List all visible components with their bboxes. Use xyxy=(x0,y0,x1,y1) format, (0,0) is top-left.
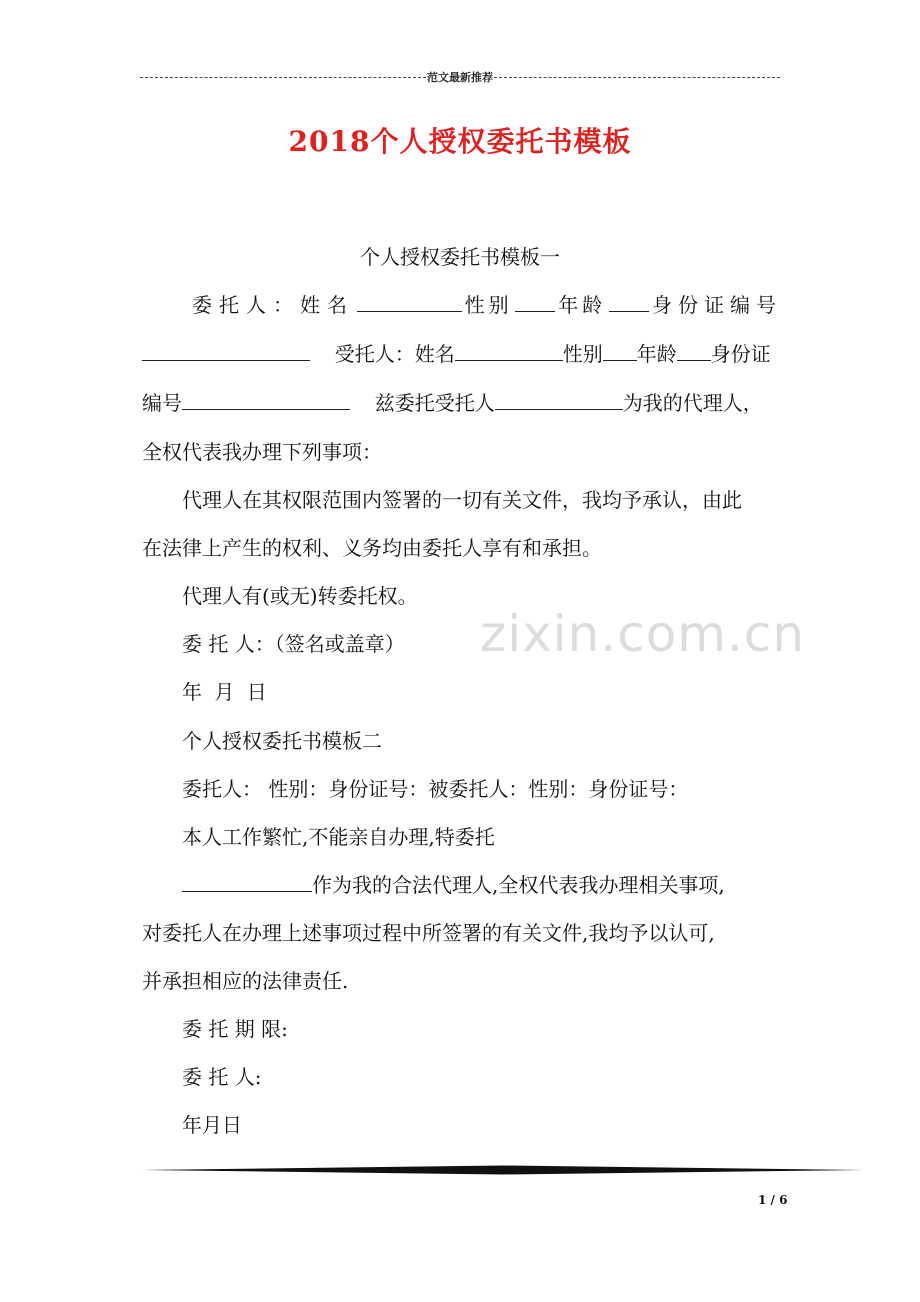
principal-age-blank xyxy=(609,293,649,312)
agent-age-blank xyxy=(677,342,711,361)
template1-heading: 个人授权委托书模板一 xyxy=(360,245,560,269)
template2-heading: 个人授权委托书模板二 xyxy=(182,729,382,753)
principal-age-label: 年龄 xyxy=(558,293,607,317)
header-label: 范文最新推荐 xyxy=(427,71,493,84)
entrusted-agent-blank xyxy=(495,391,623,410)
template1-line4: 全权代表我办理下列事项： xyxy=(142,440,382,464)
principal-id-label: 身份证编号 xyxy=(651,293,782,317)
principal-gender-label: 性别 xyxy=(464,293,513,317)
agent-name-label: 受托人：姓名 xyxy=(334,342,455,366)
template1-para1-line2: 在法律上产生的权利、义务均由委托人享有和承担。 xyxy=(142,536,602,560)
principal-name-blank xyxy=(357,293,462,312)
footer-rule xyxy=(142,1164,864,1176)
template2-line1: 本人工作繁忙,不能亲自办理,特委托 xyxy=(182,825,495,849)
template1-line2 xyxy=(142,342,788,366)
principal-name-label: 委托人：姓名 xyxy=(192,293,354,317)
template1-para2: 代理人有(或无)转委托权。 xyxy=(182,584,418,608)
document-title: 2018个人授权委托书模板 xyxy=(288,125,632,158)
template2-agent-blank xyxy=(182,873,312,892)
template2-fields: 委托人： 性别：身份证号：被委托人：性别：身份证号： xyxy=(182,777,689,801)
template1-line3 xyxy=(142,391,788,415)
template2-line2: 作为我的合法代理人,全权代表我办理相关事项, xyxy=(312,873,725,897)
template1-para1-line1: 代理人在其权限范围内签署的一切有关文件，我均予承认，由此 xyxy=(182,488,742,512)
template1-line1 xyxy=(192,293,782,317)
template2-line4: 并承担相应的法律责任. xyxy=(142,969,349,993)
watermark: zixin.com.cn xyxy=(480,605,806,663)
page-header xyxy=(140,68,780,86)
template2-line2-wrap xyxy=(182,873,828,897)
agent-age-label: 年龄 xyxy=(636,342,677,366)
agent-name-blank xyxy=(455,342,563,361)
template1-signature: 委 托 人：（签名或盖章） xyxy=(182,632,405,656)
header-dash-left xyxy=(140,77,426,78)
template2-date: 年月日 xyxy=(182,1113,242,1137)
agent-gender-blank xyxy=(603,342,637,361)
agent-id-blank xyxy=(182,391,350,410)
agent-gender-label: 性别 xyxy=(562,342,603,366)
agent-id-label-cont: 编号 xyxy=(142,391,182,415)
agent-id-label: 身份证 xyxy=(710,342,771,366)
as-my-agent-text: 为我的代理人， xyxy=(622,391,763,415)
header-dash-right xyxy=(494,77,780,78)
template1-date: 年 月 日 xyxy=(182,680,267,704)
principal-id-blank xyxy=(142,342,310,361)
template2-period: 委 托 期 限: xyxy=(182,1017,288,1041)
page-number: 1 / 6 xyxy=(758,1193,788,1207)
template2-line3: 对委托人在办理上述事项过程中所签署的有关文件,我均予以认可, xyxy=(142,921,715,945)
template2-principal: 委 托 人: xyxy=(182,1065,262,1089)
entrust-label: 兹委托受托人 xyxy=(374,391,495,415)
principal-gender-blank xyxy=(515,293,555,312)
